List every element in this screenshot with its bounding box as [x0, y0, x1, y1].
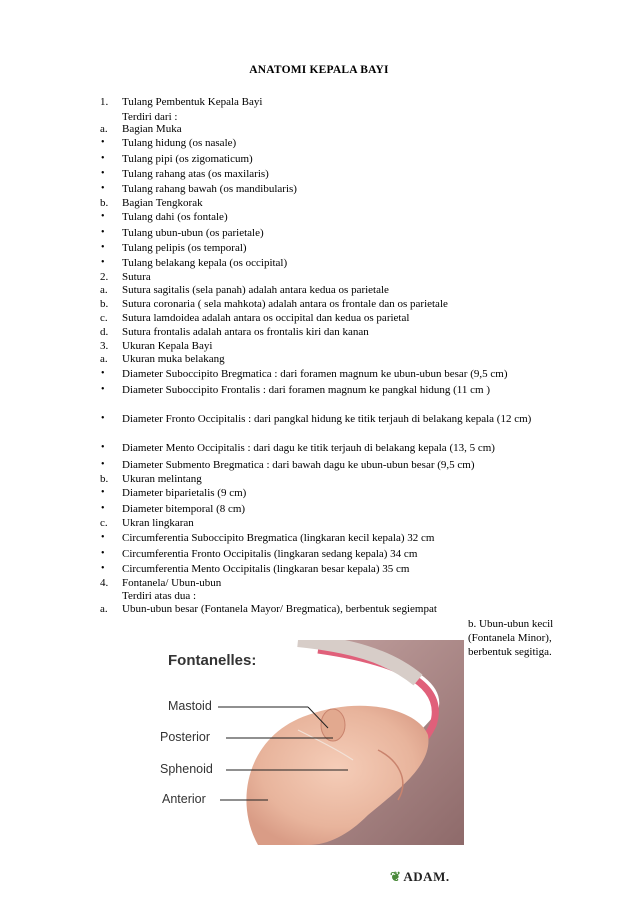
- list-marker: 3.: [100, 340, 109, 352]
- list-marker: c.: [100, 517, 108, 529]
- list-text: Tulang dahi (os fontale): [122, 211, 228, 223]
- bullet-icon: •: [101, 257, 105, 268]
- bullet-icon: •: [101, 459, 105, 470]
- label-anterior: Anterior: [162, 792, 206, 806]
- list-text: Tulang Pembentuk Kepala Bayi: [122, 96, 263, 108]
- list-text: Diameter Fronto Occipitalis : dari pangkal hidung ke titik terjauh di belakang kepala (12 cm): [122, 413, 532, 425]
- list-text: Tulang rahang atas (os maxilaris): [122, 168, 269, 180]
- list-text: Ukuran melintang: [122, 473, 202, 485]
- list-text: Sutura lamdoidea adalah antara os occipital dan kedua os parietal: [122, 312, 410, 324]
- list-text: Tulang belakang kepala (os occipital): [122, 257, 288, 269]
- list-text: Tulang rahang bawah (os mandibularis): [122, 183, 297, 195]
- bullet-icon: •: [101, 227, 105, 238]
- list-text: Terdiri dari :: [122, 111, 178, 123]
- list-text: Ukuran muka belakang: [122, 353, 225, 365]
- bullet-icon: •: [101, 368, 105, 379]
- bullet-icon: •: [101, 413, 105, 424]
- list-marker: 4.: [100, 577, 109, 589]
- list-text: Circumferentia Fronto Occipitalis (lingkaran sedang kepala) 34 cm: [122, 548, 418, 560]
- list-marker: d.: [100, 326, 109, 338]
- bullet-icon: •: [101, 503, 105, 514]
- list-marker: a.: [100, 603, 108, 615]
- bullet-icon: •: [101, 153, 105, 164]
- list-marker: a.: [100, 123, 108, 135]
- leaf-icon: ❦: [390, 869, 402, 884]
- fontanelles-illustration: [148, 640, 464, 845]
- list-text: Terdiri atas dua :: [122, 590, 197, 602]
- list-text: Diameter Submento Bregmatica : dari bawah dagu ke ubun-ubun besar (9,5 cm): [122, 459, 475, 471]
- bullet-icon: •: [101, 442, 105, 453]
- adam-logo-text: ADAM.: [403, 869, 450, 884]
- list-text: Diameter Suboccipito Bregmatica : dari foramen magnum ke ubun-ubun besar (9,5 cm): [122, 368, 508, 380]
- list-marker: b.: [100, 197, 109, 209]
- list-text: Sutura frontalis adalah antara os frontalis kiri dan kanan: [122, 326, 369, 338]
- list-text: Fontanela/ Ubun-ubun: [122, 577, 222, 589]
- list-text: Tulang hidung (os nasale): [122, 137, 237, 149]
- label-mastoid: Mastoid: [168, 699, 212, 713]
- list-marker: b.: [100, 298, 109, 310]
- list-text: Diameter Suboccipito Frontalis : dari foramen magnum ke pangkal hidung (11 cm ): [122, 384, 491, 396]
- list-marker: 1.: [100, 96, 109, 108]
- list-marker: a.: [100, 353, 108, 365]
- label-posterior: Posterior: [160, 730, 211, 744]
- list-text: Ukran lingkaran: [122, 517, 194, 529]
- document-title: ANATOMI KEPALA BAYI: [249, 64, 389, 76]
- bullet-icon: •: [101, 548, 105, 559]
- list-text: Ubun-ubun besar (Fontanela Mayor/ Bregmatica), berbentuk segiempat: [122, 603, 437, 615]
- bullet-icon: •: [101, 384, 105, 395]
- list-text: Tulang ubun-ubun (os parietale): [122, 227, 264, 239]
- bullet-icon: •: [101, 168, 105, 179]
- bullet-icon: •: [101, 532, 105, 543]
- list-text: Ukuran Kepala Bayi: [122, 340, 213, 352]
- adam-logo: [390, 869, 450, 885]
- list-text: Bagian Muka: [122, 123, 182, 135]
- bullet-icon: •: [101, 242, 105, 253]
- bullet-icon: •: [101, 137, 105, 148]
- label-sphenoid: Sphenoid: [160, 762, 213, 776]
- list-text: Sutura coronaria ( sela mahkota) adalah antara os frontale dan os parietale: [122, 298, 448, 310]
- list-text: Circumferentia Suboccipito Bregmatica (lingkaran kecil kepala) 32 cm: [122, 532, 435, 544]
- list-marker: b.: [100, 473, 109, 485]
- figure-title: Fontanelles:: [168, 652, 257, 669]
- list-text: Sutura: [122, 271, 151, 283]
- bullet-icon: •: [101, 183, 105, 194]
- list-text: Diameter Mento Occipitalis : dari dagu ke titik terjauh di belakang kepala (13, 5 cm): [122, 442, 495, 454]
- list-text: Bagian Tengkorak: [122, 197, 203, 209]
- list-marker: c.: [100, 312, 108, 324]
- bullet-icon: •: [101, 563, 105, 574]
- list-text: Diameter bitemporal (8 cm): [122, 503, 246, 515]
- list-text: Sutura sagitalis (sela panah) adalah antara kedua os parietale: [122, 284, 389, 296]
- list-marker: a.: [100, 284, 108, 296]
- list-text: Tulang pipi (os zigomaticum): [122, 153, 253, 165]
- list-text: Tulang pelipis (os temporal): [122, 242, 247, 254]
- bullet-icon: •: [101, 211, 105, 222]
- list-text: Circumferentia Mento Occipitalis (lingkaran besar kepala) 35 cm: [122, 563, 410, 575]
- bullet-icon: •: [101, 487, 105, 498]
- list-text: Diameter biparietalis (9 cm): [122, 487, 247, 499]
- side-note: b. Ubun-ubun kecil (Fontanela Minor), berbentuk segitiga.: [468, 618, 554, 658]
- list-marker: 2.: [100, 271, 109, 283]
